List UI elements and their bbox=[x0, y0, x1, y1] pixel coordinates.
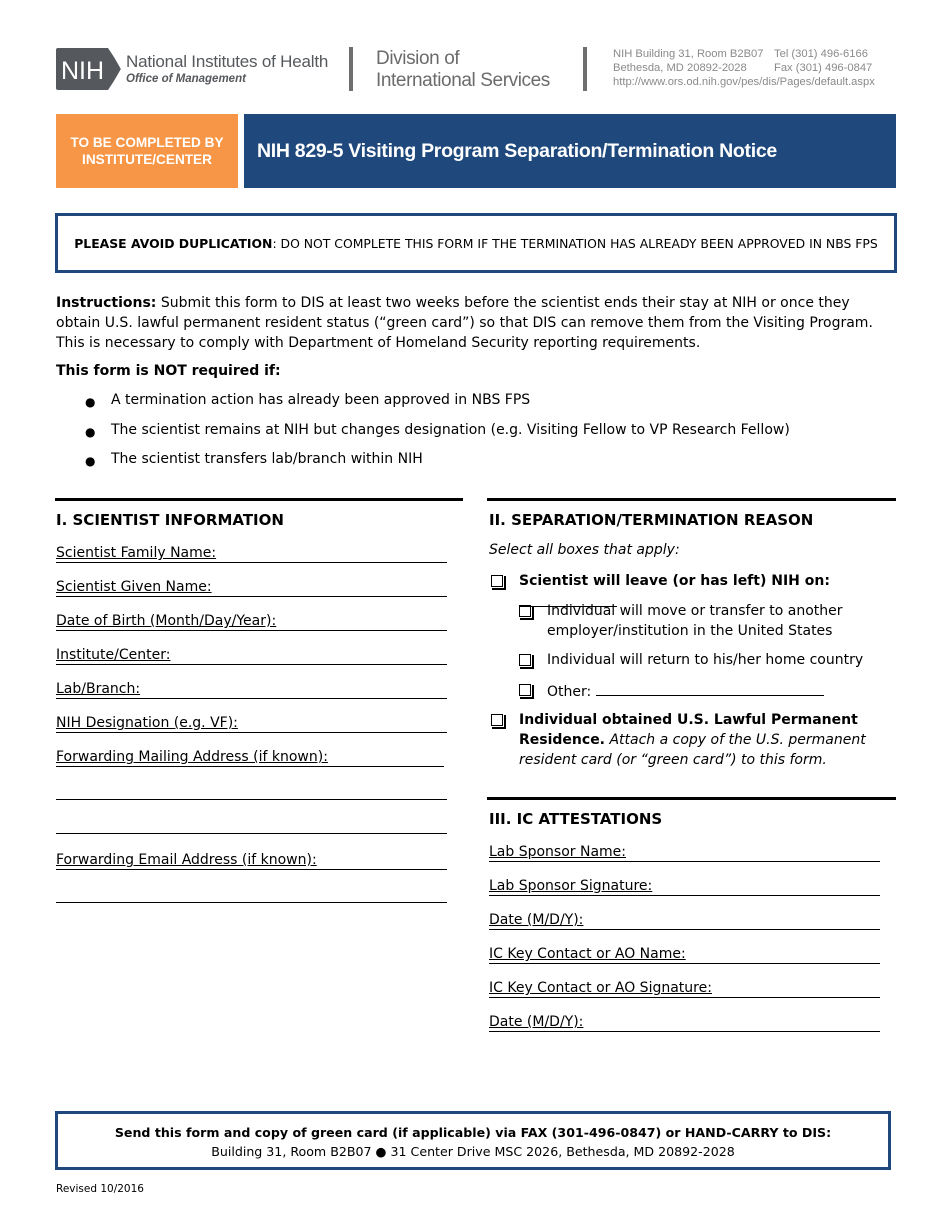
other-label: Other: bbox=[547, 684, 592, 700]
division-line2: International Services bbox=[376, 70, 550, 91]
email-line2[interactable] bbox=[56, 902, 447, 903]
website-link[interactable]: http://www.ors.od.nih.gov/pes/dis/Pages/default.aspx bbox=[613, 76, 875, 88]
given-name-field[interactable]: Scientist Given Name: bbox=[56, 577, 447, 597]
section3-rule bbox=[487, 797, 896, 800]
other-checkbox[interactable] bbox=[519, 684, 531, 696]
org-name: National Institutes of Health bbox=[126, 52, 329, 71]
sponsor-signature-field[interactable]: Lab Sponsor Signature: bbox=[489, 876, 880, 896]
section2-title: II. SEPARATION/TERMINATION REASON bbox=[489, 511, 814, 529]
instructions-label: Instructions: bbox=[56, 295, 157, 311]
address-line2: Bethesda, MD 20892-2028 bbox=[613, 62, 747, 74]
tel: Tel (301) 496-6166 bbox=[774, 48, 868, 60]
lpr-note: Attach a copy of the U.S. permanent resident card (or “green card”) to this form. bbox=[519, 732, 866, 768]
section3-title: III. IC ATTESTATIONS bbox=[489, 810, 663, 828]
not-required-heading: This form is NOT required if: bbox=[56, 363, 281, 379]
list-item: ● The scientist transfers lab/branch within NIH bbox=[85, 451, 423, 468]
sponsor-name-field[interactable]: Lab Sponsor Name: bbox=[489, 842, 880, 862]
section1-title: I. SCIENTIST INFORMATION bbox=[56, 511, 284, 529]
return-home-label: Individual will return to his/her home country bbox=[547, 652, 864, 668]
mailing-address-line3[interactable] bbox=[56, 833, 447, 834]
nih-logo bbox=[56, 48, 328, 90]
notice-text: : DO NOT COMPLETE THIS FORM IF THE TERMINATION HAS ALREADY BEEN APPROVED IN NBS FPS bbox=[272, 235, 878, 251]
transfer-label: Individual will move or transfer to another employer/institution in the United States bbox=[547, 603, 843, 639]
list-item: ● A termination action has already been approved in NBS FPS bbox=[85, 392, 531, 409]
section2-rule bbox=[487, 498, 896, 501]
fax: Fax (301) 496-0847 bbox=[774, 62, 873, 74]
contact-name-field[interactable]: IC Key Contact or AO Name: bbox=[489, 944, 880, 964]
leave-label: Scientist will leave (or has left) NIH on: bbox=[519, 573, 830, 589]
select-note: Select all boxes that apply: bbox=[489, 542, 680, 558]
date2-field[interactable]: Date (M/D/Y): bbox=[489, 1012, 880, 1032]
return-home-option[interactable] bbox=[519, 650, 889, 670]
header-divider bbox=[349, 47, 353, 91]
date1-field[interactable]: Date (M/D/Y): bbox=[489, 910, 880, 930]
other-line[interactable] bbox=[596, 680, 824, 696]
email-field[interactable]: Forwarding Email Address (if known): bbox=[56, 850, 447, 870]
lpr-checkbox[interactable] bbox=[491, 714, 503, 726]
section1-rule bbox=[55, 498, 463, 501]
transfer-option[interactable] bbox=[519, 601, 889, 641]
leave-checkbox[interactable] bbox=[491, 575, 503, 587]
nih-logo-mark bbox=[56, 48, 122, 90]
submission-instructions: Send this form and copy of green card (if applicable) via FAX (301-496-0847) or HAND-CARRY to DIS: bbox=[114, 1125, 832, 1140]
other-option[interactable] bbox=[519, 680, 889, 702]
address-line1: NIH Building 31, Room B2B07 bbox=[613, 48, 764, 60]
dob-field[interactable]: Date of Birth (Month/Day/Year): bbox=[56, 611, 447, 631]
submission-box bbox=[55, 1111, 891, 1170]
lpr-option[interactable] bbox=[491, 710, 889, 770]
designation-field[interactable]: NIH Designation (e.g. VF): bbox=[56, 713, 447, 733]
family-name-field[interactable]: Scientist Family Name: bbox=[56, 543, 447, 563]
institute-field[interactable]: Institute/Center: bbox=[56, 645, 447, 665]
mailing-address-field[interactable]: Forwarding Mailing Address (if known): bbox=[56, 747, 444, 767]
org-office: Office of Management bbox=[126, 73, 246, 85]
lpr-label: Individual obtained U.S. Lawful Permanent Residence. bbox=[519, 712, 858, 748]
instructions-text: Submit this form to DIS at least two weeks before the scientist ends their stay at NIH or once they obtain U.S. lawful permanent resident status (“green card”) so that DIS can remove them from the Visiting Program. This is necessary to comply with Department of Homeland Security reporting requirements. bbox=[56, 295, 873, 351]
dis-address: Building 31, Room B2B07 ● 31 Center Drive MSC 2026, Bethesda, MD 20892-2028 bbox=[211, 1144, 735, 1159]
division-line1: Division of bbox=[376, 48, 460, 69]
mailing-address-line2[interactable] bbox=[56, 799, 447, 800]
list-item: ● The scientist remains at NIH but changes designation (e.g. Visiting Fellow to VP Research Fellow) bbox=[85, 421, 790, 439]
duplication-notice bbox=[55, 213, 897, 273]
transfer-checkbox[interactable] bbox=[519, 605, 531, 617]
revision-date: Revised 10/2016 bbox=[56, 1183, 144, 1195]
notice-bold: PLEASE AVOID DUPLICATION bbox=[74, 235, 273, 251]
header-divider bbox=[583, 47, 587, 91]
contact-info bbox=[613, 47, 875, 89]
completed-by-badge: TO BE COMPLETED BY INSTITUTE/CENTER bbox=[56, 114, 238, 188]
return-home-checkbox[interactable] bbox=[519, 654, 531, 666]
not-required-list bbox=[85, 392, 790, 481]
form-title: NIH 829-5 Visiting Program Separation/Termination Notice bbox=[244, 114, 896, 188]
contact-signature-field[interactable]: IC Key Contact or AO Signature: bbox=[489, 978, 880, 998]
instructions bbox=[56, 293, 896, 353]
lab-branch-field[interactable]: Lab/Branch: bbox=[56, 679, 447, 699]
division-title bbox=[376, 48, 550, 92]
nih-logo-letters: NIH bbox=[61, 57, 105, 85]
